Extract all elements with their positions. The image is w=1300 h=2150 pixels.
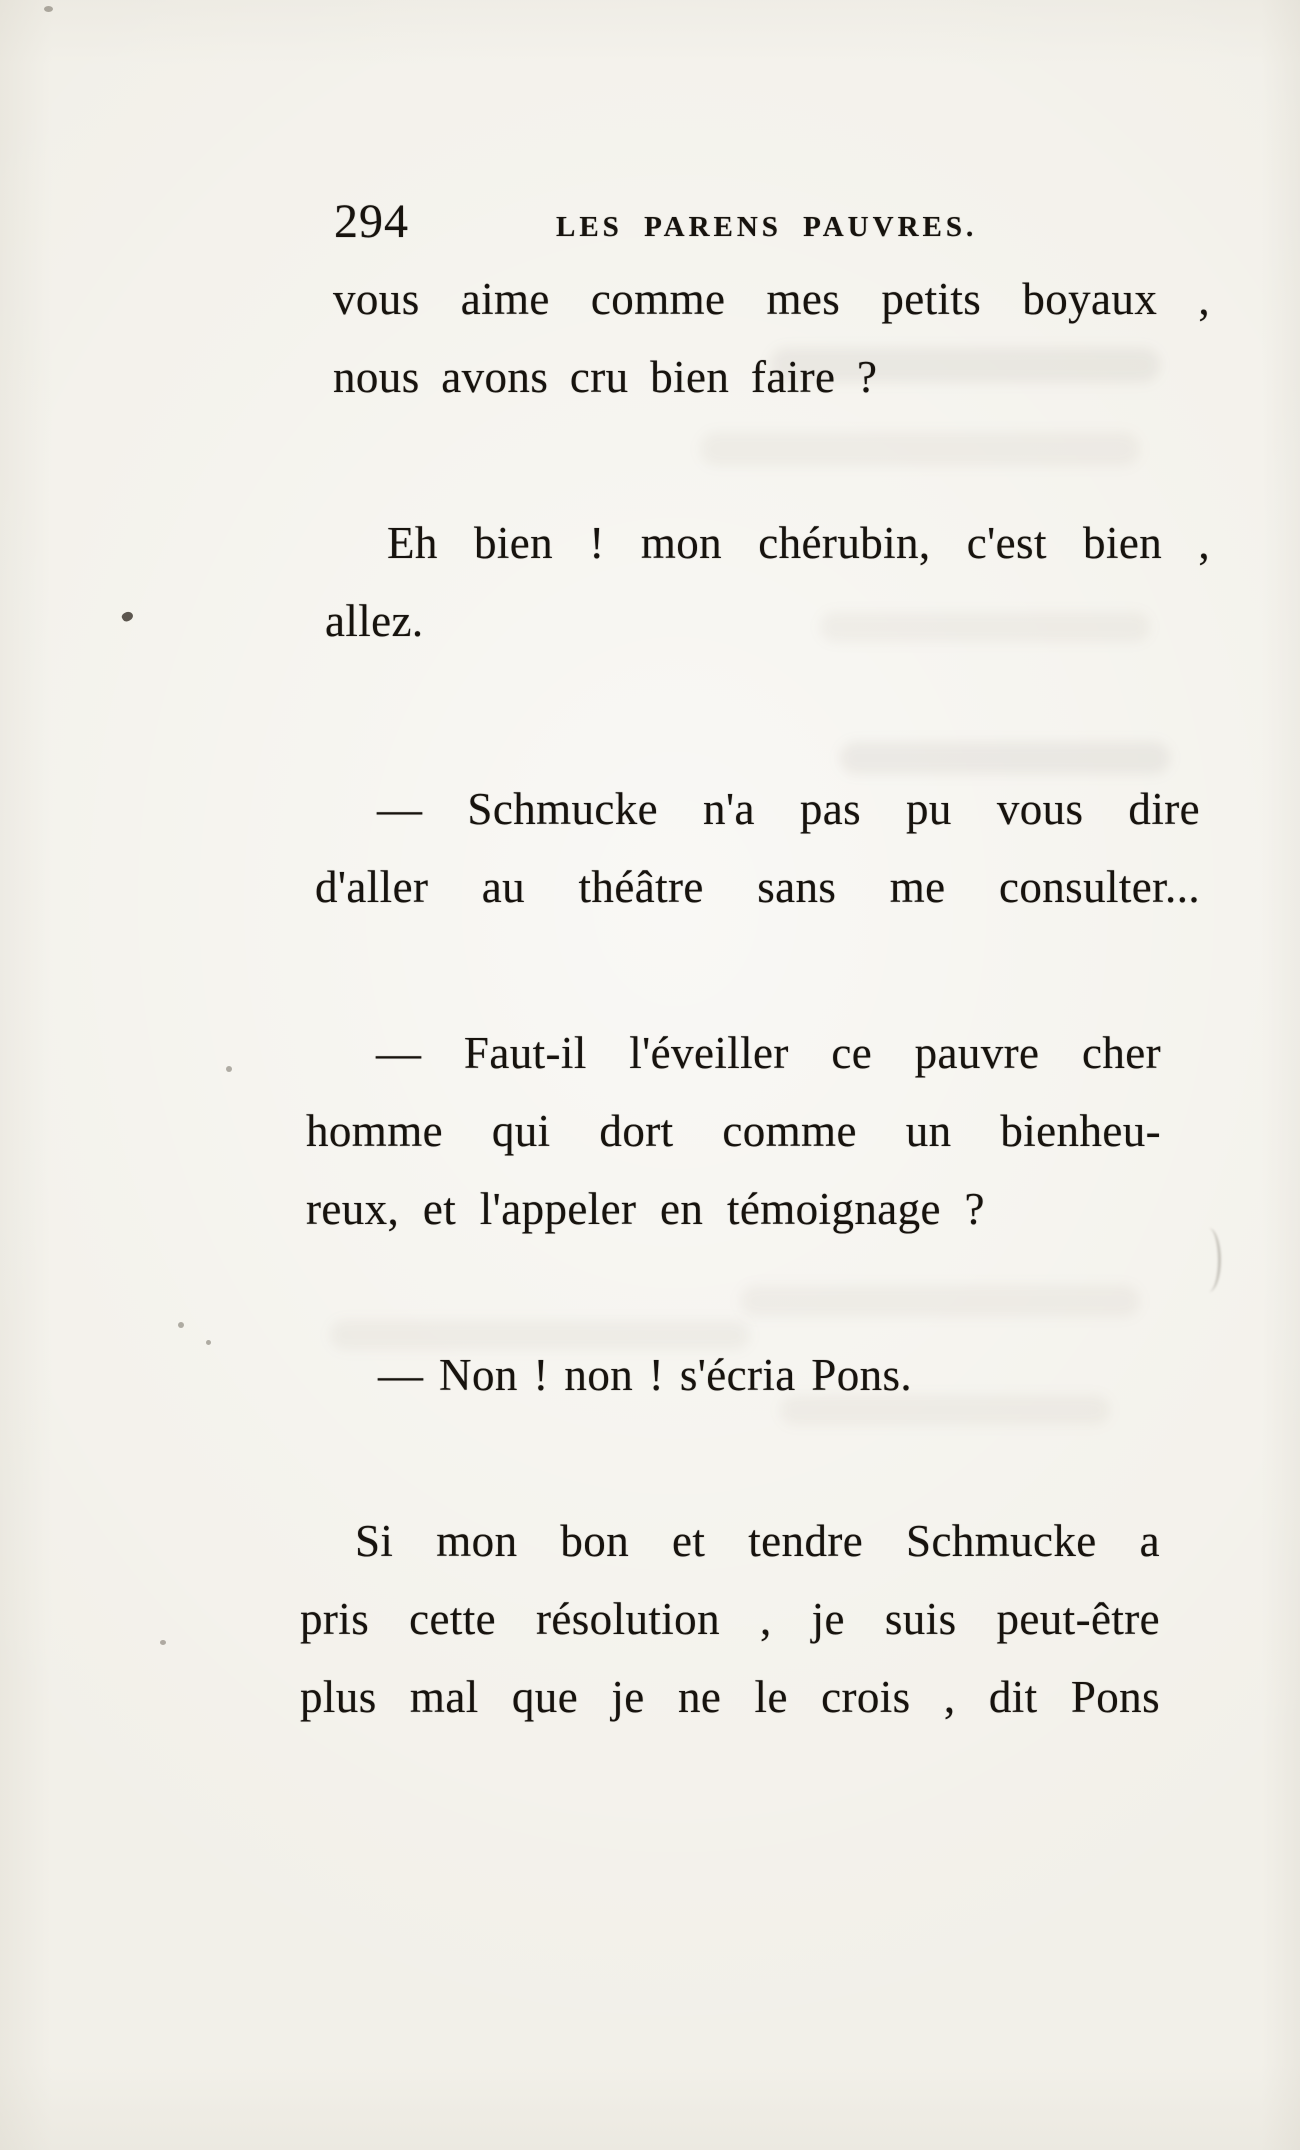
paragraph <box>315 770 1200 926</box>
ink-speck <box>160 1640 166 1645</box>
paragraph <box>333 260 1210 416</box>
text-line: Eh bien ! mon chérubin, c'est bien , <box>387 518 1210 568</box>
paragraph <box>306 1014 1161 1248</box>
text-line: reux, et l'appeler en témoignage ? <box>306 1184 985 1234</box>
page-number: 294 <box>334 195 409 248</box>
ink-speck <box>178 1322 184 1328</box>
paragraph <box>325 504 1210 660</box>
ink-speck <box>206 1340 211 1345</box>
text-block <box>300 260 1210 1736</box>
text-line: pris cette résolution , je suis peut-être <box>300 1594 1160 1644</box>
text-line: Si mon bon et tendre Schmucke a <box>355 1516 1160 1566</box>
paragraph <box>308 1336 1188 1414</box>
ink-speck <box>44 6 53 12</box>
running-title: LES PARENS PAUVRES. <box>556 211 978 243</box>
text-line: — Non ! non ! s'écria Pons. <box>378 1350 913 1400</box>
ink-speck <box>226 1066 232 1072</box>
text-line: — Faut-il l'éveiller ce pauvre cher <box>376 1028 1161 1078</box>
text-line: vous aime comme mes petits boyaux , <box>333 274 1210 324</box>
text-line: d'aller au théâtre sans me consulter... <box>315 862 1200 912</box>
text-line: plus mal que je ne le crois , dit Pons <box>300 1672 1160 1722</box>
text-line: — Schmucke n'a pas pu vous dire <box>377 784 1200 834</box>
text-line: nous avons cru bien faire ? <box>333 352 878 402</box>
text-line: allez. <box>325 596 424 646</box>
text-line: homme qui dort comme un bienheu- <box>306 1106 1161 1156</box>
paragraph <box>300 1502 1160 1736</box>
